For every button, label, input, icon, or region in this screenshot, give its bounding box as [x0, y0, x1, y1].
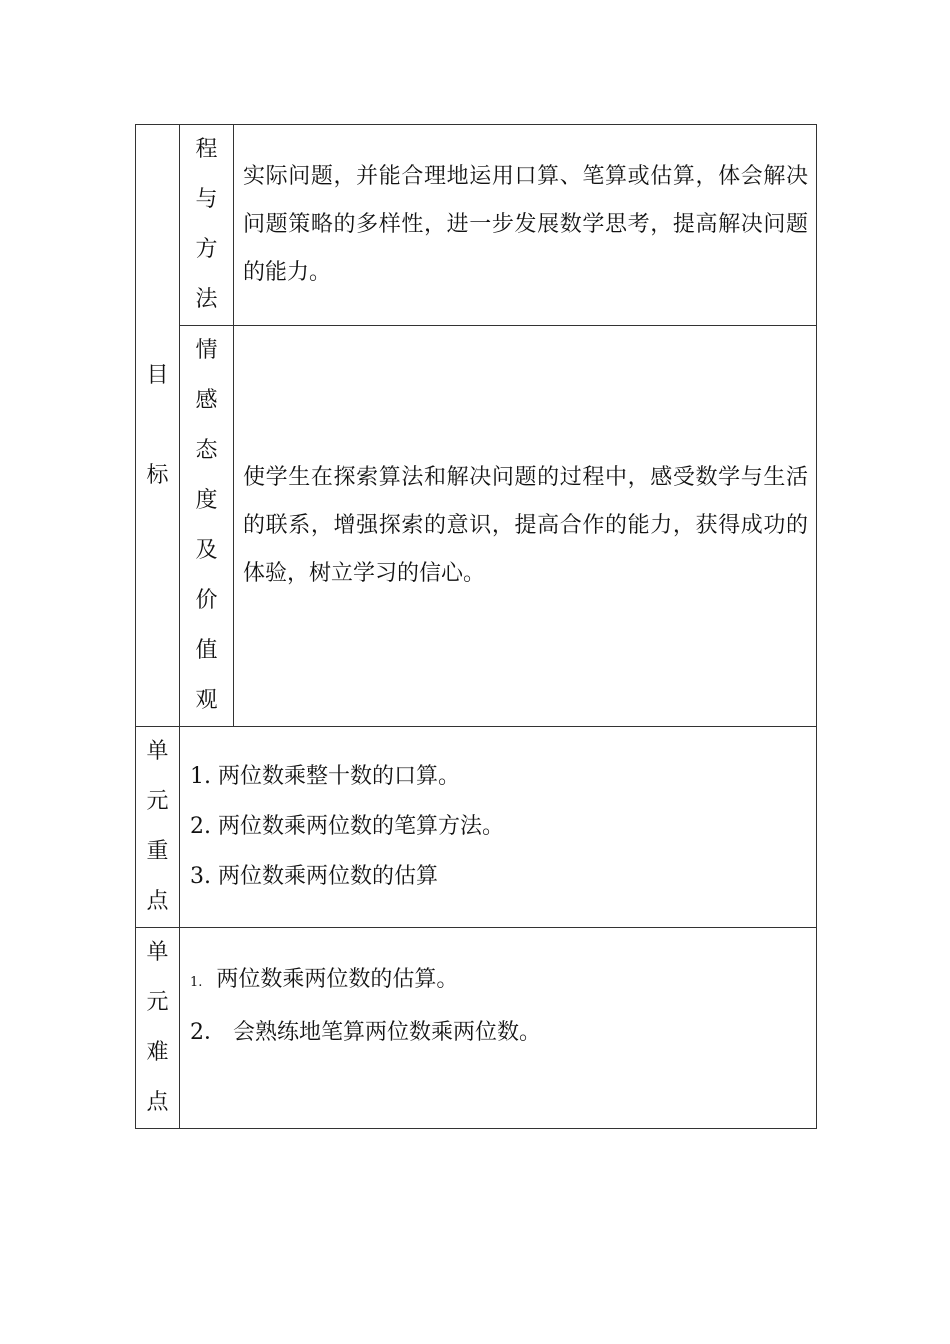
process-row [136, 125, 817, 326]
key-label-char: 重 [146, 839, 169, 864]
emotion-label-char: 感 [195, 388, 218, 413]
difficulty-item-number: 2． [190, 1020, 226, 1045]
emotion-label-char: 态 [195, 438, 218, 463]
key-label-char: 单 [146, 739, 169, 764]
process-label-char: 法 [195, 287, 218, 312]
key-points-row [136, 727, 817, 928]
key-points-cell [180, 727, 817, 928]
emotion-text: 使学生在探索算法和解决问题的过程中，感受数学与生活的联系，增强探索的意识，提高合作的能力，获得成功的体验，树立学习的信心。 [243, 465, 808, 586]
difficulty-item-number: 1. [190, 975, 203, 990]
process-text-cell [234, 125, 817, 326]
key-label-char: 元 [146, 789, 169, 814]
emotion-text-cell [234, 326, 817, 727]
key-point-item: 1. 两位数乘整十数的口算。 [190, 764, 460, 789]
key-label-cell [136, 727, 180, 928]
process-label-char: 程 [195, 137, 218, 162]
goal-label-char: 目 [146, 362, 169, 388]
emotion-label-cell [180, 326, 234, 727]
difficulty-item-text: 会熟练地笔算两位数乘两位数。 [226, 1020, 541, 1045]
difficulty-item [190, 1008, 808, 1058]
emotion-label-char: 情 [195, 338, 218, 363]
difficulty-item [190, 955, 808, 1008]
difficulty-list [180, 928, 816, 1058]
key-point-item: 2. 两位数乘两位数的笔算方法。 [190, 814, 504, 839]
process-label-cell [180, 125, 234, 326]
process-label-char: 方 [195, 237, 218, 262]
difficulty-label-char: 单 [146, 940, 169, 965]
goal-label-cell [136, 125, 180, 727]
difficulty-label-cell [136, 928, 180, 1129]
difficulty-label-char: 难 [146, 1040, 169, 1065]
goal-label-char: 标 [146, 462, 169, 488]
process-label-char: 与 [195, 187, 218, 212]
difficulty-label-char: 元 [146, 990, 169, 1015]
difficulty-row [136, 928, 817, 1129]
key-points-list [180, 752, 816, 902]
emotion-label-char: 度 [195, 488, 218, 513]
emotion-label-char: 观 [195, 688, 218, 713]
emotion-row [136, 326, 817, 727]
difficulty-item-text: 两位数乘两位数的估算。 [202, 967, 459, 992]
lesson-plan-table [135, 124, 817, 1129]
emotion-label-char: 值 [195, 638, 218, 663]
difficulty-label-char: 点 [146, 1090, 169, 1115]
difficulty-cell [180, 928, 817, 1129]
emotion-label-char: 及 [195, 538, 218, 563]
key-point-item: 3. 两位数乘两位数的估算 [190, 864, 438, 889]
key-label-char: 点 [146, 889, 169, 914]
emotion-label-char: 价 [195, 588, 218, 613]
process-text: 实际问题，并能合理地运用口算、笔算或估算，体会解决问题策略的多样性，进一步发展数学思考，提高解决问题的能力。 [243, 164, 808, 285]
